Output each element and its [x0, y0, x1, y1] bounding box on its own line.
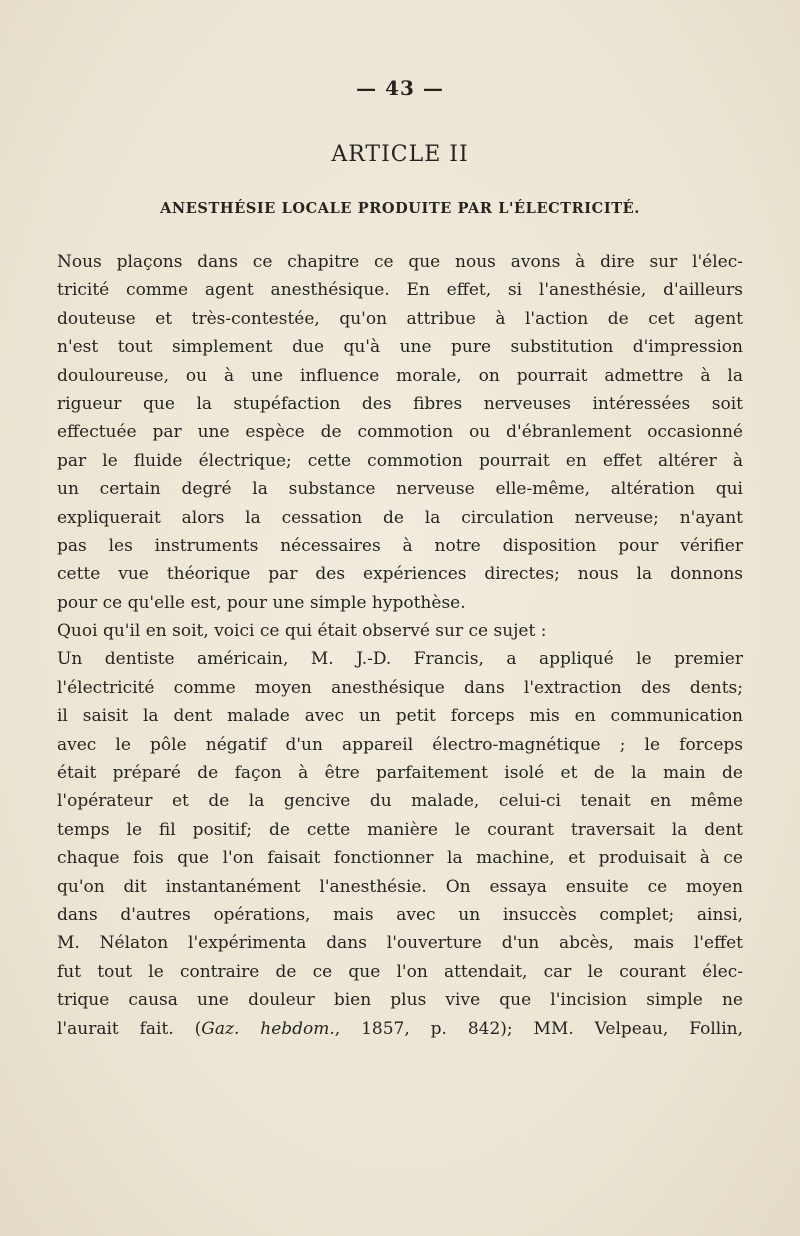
citation-journal: Gaz. hebdom.: [201, 1018, 335, 1039]
text-line: dans d'autres opérations, mais avec un insuccès complet; ainsi,: [57, 904, 743, 925]
text-line: pour ce qu'elle est, pour une simple hypothèse.: [57, 592, 466, 613]
text-line: par le fluide électrique; cette commotion pourrait en effet altérer à: [57, 450, 743, 471]
text-line: Quoi qu'il en soit, voici ce qui était observé sur ce sujet :: [57, 621, 547, 642]
text-line: Un dentiste américain, M. J.-D. Francis, a appliqué le premier: [57, 649, 743, 670]
text-line: pas les instruments nécessaires à notre disposition pour vérifier: [57, 535, 743, 556]
text-line: douteuse et très-contestée, qu'on attribue à l'action de cet agent: [57, 308, 743, 329]
text-line-citation: [57, 1015, 743, 1043]
text-line: temps le fil positif; de cette manière le courant traversait la dent: [57, 819, 743, 840]
text-line: effectuée par une espèce de commotion ou d'ébranlement occasionné: [57, 422, 743, 443]
text-line: douloureuse, ou à une influence morale, on pourrait admettre à la: [57, 365, 743, 386]
text-line: fut tout le contraire de ce que l'on attendait, car le courant élec-: [57, 961, 743, 982]
text-line: avec le pôle négatif d'un appareil électro-magnétique ; le forceps: [57, 734, 743, 755]
text-line: n'est tout simplement due qu'à une pure substitution d'impression: [57, 337, 743, 358]
text-line: cette vue théorique par des expériences directes; nous la donnons: [57, 564, 743, 585]
text-line: trique causa une douleur bien plus vive que l'incision simple ne: [57, 990, 743, 1011]
text-line: un certain degré la substance nerveuse elle-même, altération qui: [57, 479, 743, 500]
text-line: Nous plaçons dans ce chapitre ce que nous avons à dire sur l'élec-: [57, 252, 743, 272]
text-line: chaque fois que l'on faisait fonctionner la machine, et produisait à ce: [57, 848, 743, 869]
text-line: M. Nélaton l'expérimenta dans l'ouverture d'un abcès, mais l'effet: [57, 933, 743, 954]
citation-suffix: , 1857, p. 842); MM. Velpeau, Follin,: [334, 1018, 743, 1039]
text-line: qu'on dit instantanément l'anesthésie. On essaya ensuite ce moyen: [57, 876, 743, 897]
text-line: l'opérateur et de la gencive du malade, celui-ci tenait en même: [57, 791, 743, 812]
section-title: ANESTHÉSIE LOCALE PRODUITE PAR L'ÉLECTRICITÉ.: [160, 200, 640, 217]
text-line: tricité comme agent anesthésique. En effet, si l'anesthésie, d'ailleurs: [57, 280, 743, 301]
page-number: — 43 —: [356, 76, 444, 100]
text-line: était préparé de façon à être parfaitement isolé et de la main de: [57, 763, 743, 784]
citation-prefix: l'aurait fait. (: [57, 1018, 202, 1039]
text-line: il saisit la dent malade avec un petit forceps mis en communication: [57, 706, 743, 727]
text-line: expliquerait alors la cessation de la circulation nerveuse; n'ayant: [57, 507, 743, 528]
article-title: ARTICLE II: [331, 142, 469, 167]
text-line: rigueur que la stupéfaction des fibres nerveuses intéressées soit: [57, 393, 743, 414]
text-line: l'électricité comme moyen anesthésique dans l'extraction des dents;: [57, 677, 743, 698]
body-text: [57, 248, 743, 1043]
